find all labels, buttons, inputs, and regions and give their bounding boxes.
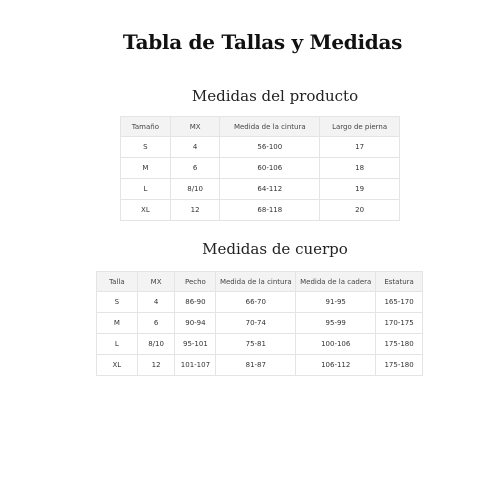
cell-leg-length: 18 xyxy=(320,158,400,179)
header-waist: Medida de la cintura xyxy=(220,117,320,137)
header-leg-length: Largo de pierna xyxy=(320,117,400,137)
cell-height: 175-180 xyxy=(376,334,423,355)
cell-height: 175-180 xyxy=(376,355,423,376)
cell-waist: 64-112 xyxy=(220,179,320,200)
cell-mx: 12 xyxy=(137,355,175,376)
cell-waist: 68-118 xyxy=(220,200,320,221)
cell-size: M xyxy=(121,158,171,179)
cell-mx: 8/10 xyxy=(170,179,220,200)
product-measurements-table xyxy=(120,116,400,221)
body-measurements-table xyxy=(96,271,423,376)
body-measurements-title: Medidas de cuerpo xyxy=(202,240,348,258)
table-row xyxy=(97,355,423,376)
cell-chest: 95-101 xyxy=(175,334,216,355)
header-mx: MX xyxy=(170,117,220,137)
header-chest: Pecho xyxy=(175,272,216,292)
cell-hip: 91-95 xyxy=(296,292,376,313)
header-mx: MX xyxy=(137,272,175,292)
cell-leg-length: 17 xyxy=(320,137,400,158)
cell-leg-length: 20 xyxy=(320,200,400,221)
cell-mx: 6 xyxy=(137,313,175,334)
cell-chest: 101-107 xyxy=(175,355,216,376)
cell-size: XL xyxy=(97,355,138,376)
cell-waist: 56-100 xyxy=(220,137,320,158)
cell-size: XL xyxy=(121,200,171,221)
cell-mx: 8/10 xyxy=(137,334,175,355)
cell-mx: 4 xyxy=(170,137,220,158)
cell-hip: 106-112 xyxy=(296,355,376,376)
table-row xyxy=(97,292,423,313)
table-row xyxy=(97,334,423,355)
cell-waist: 75-81 xyxy=(216,334,296,355)
cell-mx: 6 xyxy=(170,158,220,179)
cell-hip: 95-99 xyxy=(296,313,376,334)
cell-size: M xyxy=(97,313,138,334)
cell-mx: 12 xyxy=(170,200,220,221)
table-header-row xyxy=(121,117,400,137)
cell-waist: 60-106 xyxy=(220,158,320,179)
cell-size: S xyxy=(97,292,138,313)
cell-chest: 86-90 xyxy=(175,292,216,313)
table-row xyxy=(121,200,400,221)
cell-leg-length: 19 xyxy=(320,179,400,200)
cell-waist: 66-70 xyxy=(216,292,296,313)
cell-mx: 4 xyxy=(137,292,175,313)
table-row xyxy=(97,313,423,334)
table-row xyxy=(121,137,400,158)
cell-height: 165-170 xyxy=(376,292,423,313)
header-waist: Medida de la cintura xyxy=(216,272,296,292)
cell-chest: 90-94 xyxy=(175,313,216,334)
table-row xyxy=(121,158,400,179)
cell-waist: 81-87 xyxy=(216,355,296,376)
page-title: Tabla de Tallas y Medidas xyxy=(122,30,403,54)
cell-hip: 100-106 xyxy=(296,334,376,355)
cell-height: 170-175 xyxy=(376,313,423,334)
header-hip: Medida de la cadera xyxy=(296,272,376,292)
cell-size: S xyxy=(121,137,171,158)
product-measurements-title: Medidas del producto xyxy=(191,87,359,105)
cell-size: L xyxy=(121,179,171,200)
table-row xyxy=(121,179,400,200)
cell-size: L xyxy=(97,334,138,355)
header-size: Tamaño xyxy=(121,117,171,137)
cell-waist: 70-74 xyxy=(216,313,296,334)
header-size: Talla xyxy=(97,272,138,292)
header-height: Estatura xyxy=(376,272,423,292)
table-header-row xyxy=(97,272,423,292)
